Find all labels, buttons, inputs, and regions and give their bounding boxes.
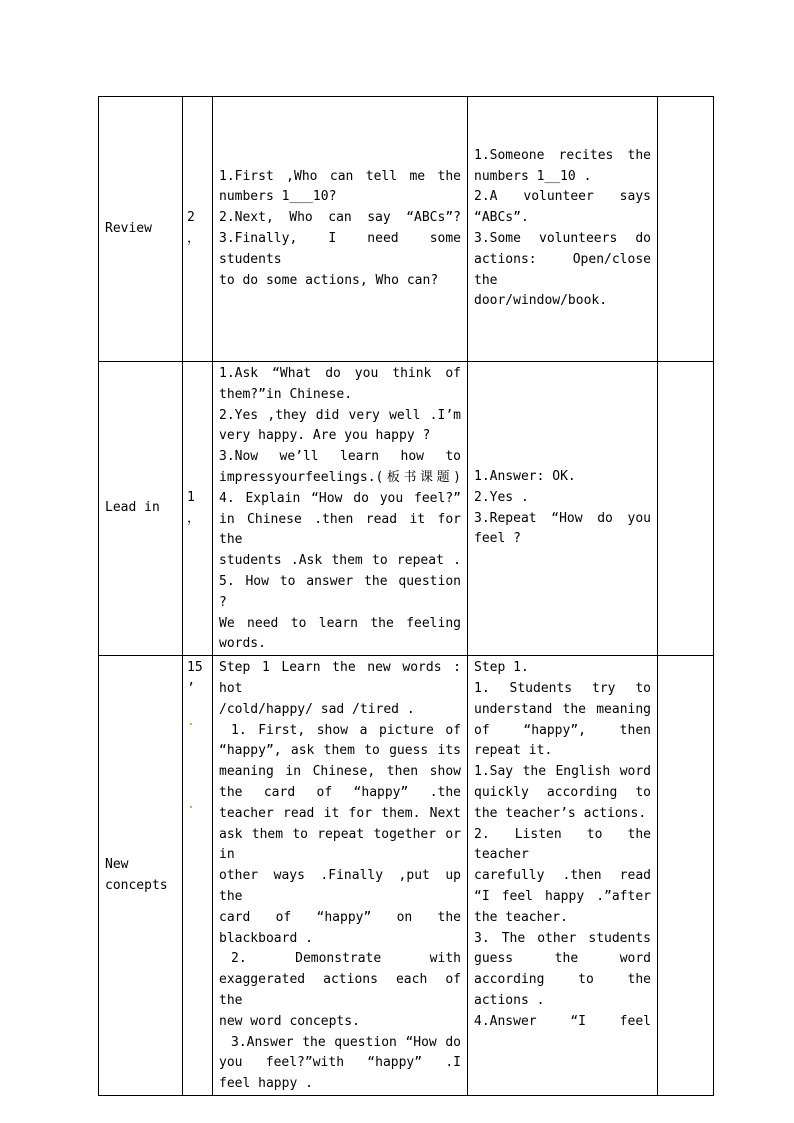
notes-cell (658, 362, 714, 656)
student-line: the teacher’s actions. (474, 805, 647, 821)
time-cell (183, 97, 213, 362)
teacher-line: feel happy . (219, 1076, 313, 1092)
teacher-line: 2.Yes ,they did very well .I’m (219, 407, 461, 423)
student-line: 3.Some volunteers do (474, 231, 651, 246)
student-line: 4.Answer “I feel (474, 1013, 651, 1029)
teacher-line: 1.First ,Who can tell me the (219, 168, 461, 184)
student-line: Step 1. (474, 660, 529, 676)
student-line: the teacher. (474, 909, 568, 925)
stage-label: concepts (105, 877, 168, 893)
time-value: 1 (187, 489, 195, 505)
teacher-line: words. (219, 636, 266, 652)
teacher-line: numbers 1___10? (219, 189, 337, 205)
stage-label: Lead in (105, 500, 160, 516)
stage-cell (99, 656, 183, 1096)
time-mark: ， (187, 510, 201, 526)
teacher-line: exaggerated actions each of the (219, 972, 461, 1008)
teacher-line: in Chinese .then read it for the (219, 511, 461, 548)
student-line: actions . (474, 992, 545, 1008)
teacher-line: other ways .Finally ,put up the (219, 868, 461, 904)
teacher-line: ask them to repeat together or in (219, 826, 461, 863)
stage-label: Review (105, 220, 152, 236)
student-line: 1.Someone recites the (474, 147, 651, 163)
student-line: “I feel happy .”after (474, 888, 651, 904)
bullet-dot: . (187, 796, 195, 812)
teacher-line: “happy”, ask them to guess its (219, 743, 461, 759)
student-line: of “happy”, then (474, 722, 651, 738)
student-line: 1.Say the English word (474, 764, 651, 780)
teacher-line: blackboard . (219, 930, 313, 946)
student-line: door/window/book. (474, 293, 608, 309)
student-line: 2. Listen to the teacher (474, 826, 651, 863)
teacher-line: them?”in Chinese. (219, 386, 353, 402)
student-line: “ABCs”. (474, 210, 529, 226)
student-line: 3. The other students (474, 930, 651, 946)
teacher-line: very happy. Are you happy ? (219, 428, 431, 444)
teacher-line: 2.Next, Who can say “ABCs”? (219, 210, 461, 226)
teacher-line: 1.Ask “What do you think of (219, 366, 461, 381)
time-value: 15 (187, 660, 203, 676)
student-line: numbers 1__10 . (474, 168, 592, 184)
lesson-plan-table (98, 96, 714, 1096)
teacher-line: meaning in Chinese, then show (219, 764, 461, 780)
stage-label: New (105, 856, 129, 872)
student-line: carefully .then read (474, 868, 651, 884)
teacher-line: new word concepts. (219, 1013, 360, 1029)
teacher-line: 4. Explain “How do you feel?” (219, 490, 461, 506)
notes-cell (658, 656, 714, 1096)
table-row-review (99, 97, 714, 362)
teacher-line: the card of “happy” .the (219, 784, 461, 800)
teacher-activity-cell (213, 656, 468, 1096)
stage-cell (99, 362, 183, 656)
student-line: 2.A volunteer says (474, 189, 651, 205)
teacher-line: teacher read it for them. Next (219, 805, 461, 821)
student-line: 2.Yes . (474, 489, 529, 505)
teacher-line: 1. First, show a picture of (231, 722, 461, 738)
time-cell (183, 656, 213, 1096)
student-line: understand the meaning (474, 701, 651, 717)
teacher-activity-cell (213, 362, 468, 656)
time-mark: ’ (187, 680, 195, 696)
student-line: according to the (474, 972, 651, 988)
student-line: 1.Answer: OK. (474, 468, 576, 484)
time-value: 2 (187, 210, 195, 226)
teacher-line: 3.Answer the question “How do (231, 1034, 461, 1050)
student-line: 3.Repeat “How do you (474, 510, 651, 526)
teacher-line: impressyourfeelings.(板书课题) (219, 469, 461, 485)
table-row-new-concepts (99, 656, 714, 1096)
notes-cell (658, 97, 714, 362)
teacher-line: 2. Demonstrate with (231, 951, 461, 967)
student-line: feel ? (474, 531, 521, 547)
teacher-line: 5. How to answer the question ? (219, 573, 461, 610)
teacher-line: you feel?”with “happy” .I (219, 1055, 461, 1071)
teacher-line: We need to learn the feeling (219, 615, 461, 631)
teacher-line: 3.Finally, I need some students (219, 231, 461, 267)
time-cell (183, 362, 213, 656)
table-row-lead-in (99, 362, 714, 656)
teacher-line: to do some actions, Who can? (219, 272, 439, 288)
student-line: actions: Open/close the (474, 251, 651, 288)
time-mark: ， (187, 231, 201, 246)
teacher-activity-cell (213, 97, 468, 362)
teacher-line: card of “happy” on the (219, 909, 461, 925)
teacher-line: students .Ask them to repeat . (219, 553, 461, 569)
bullet-dot: . (187, 713, 195, 729)
student-activity-cell (468, 97, 658, 362)
stage-cell (99, 97, 183, 362)
teacher-line: 3.Now we’ll learn how to (219, 449, 461, 465)
teacher-line: Step 1 Learn the new words : hot (219, 660, 461, 696)
student-line: repeat it. (474, 743, 553, 759)
student-line: guess the word (474, 951, 651, 967)
student-line: quickly according to (474, 784, 651, 800)
student-line: 1. Students try to (474, 680, 651, 696)
student-activity-cell (468, 362, 658, 656)
student-activity-cell (468, 656, 658, 1096)
teacher-line: /cold/happy/ sad /tired . (219, 701, 415, 717)
